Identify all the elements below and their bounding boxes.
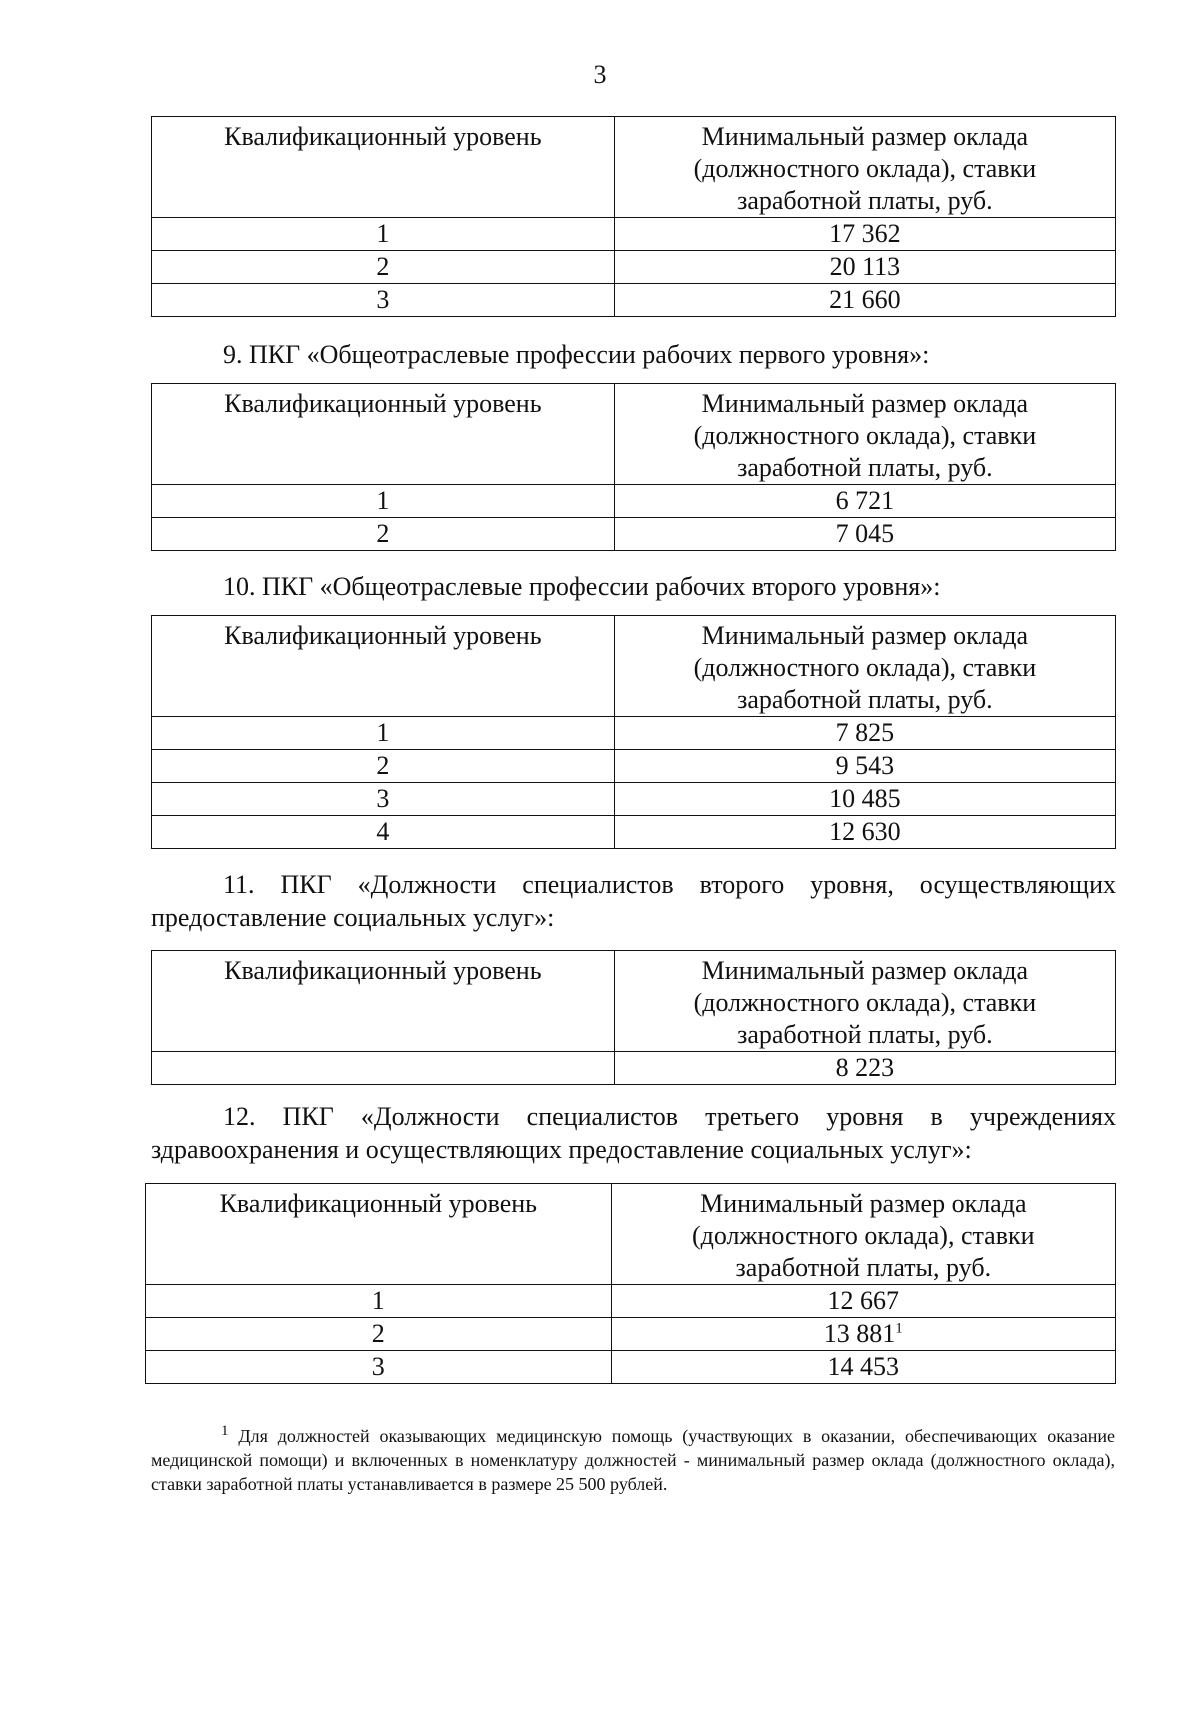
level-cell: 2 [152, 251, 615, 284]
footnote-text: Для должностей оказывающих медицинскую помощь (участвующих в оказании, обеспечивающих оказание медицинской помощи) и включенных в номенклатуру должностей - минимальный размер оклада (должностного оклада), ставки заработной платы устанавливается в размере 25 500 рублей. [151, 1426, 1116, 1494]
salary-value: 13 881 [823, 1319, 896, 1348]
column-header-salary-line-3: заработной платы, руб. [737, 453, 993, 482]
column-header-level: Квалификационный уровень [152, 951, 615, 1052]
footnote-reference: 1 [895, 1320, 903, 1337]
column-header-salary [614, 117, 1115, 218]
table-header-row [152, 384, 1116, 485]
salary-cell: 17 362 [614, 218, 1115, 251]
column-header-salary-line-3: заработной платы, руб. [737, 1020, 993, 1049]
salary-table-section-9 [151, 383, 1116, 551]
section-10-heading-text: 10. ПКГ «Общеотраслевые профессии рабочих второго уровня»: [223, 572, 941, 601]
salary-cell: 7 825 [614, 717, 1115, 750]
column-header-salary [611, 1184, 1115, 1285]
table-row [152, 218, 1116, 251]
column-header-salary-line-2: (должностного оклада), ставки [692, 1221, 1035, 1250]
salary-cell: 9 543 [614, 750, 1115, 783]
table-row [146, 1351, 1116, 1384]
column-header-salary [614, 616, 1115, 717]
column-header-salary [614, 951, 1115, 1052]
salary-cell: 8 223 [614, 1052, 1115, 1085]
table-row [152, 783, 1116, 816]
salary-cell: 10 485 [614, 783, 1115, 816]
column-header-salary-line-2: (должностного оклада), ставки [693, 653, 1037, 682]
table-row [152, 750, 1116, 783]
page-number: 3 [593, 60, 607, 89]
column-header-salary-line-3: заработной платы, руб. [735, 1253, 992, 1282]
salary-cell: 12 667 [611, 1285, 1115, 1318]
salary-cell [611, 1318, 1115, 1351]
salary-cell: 7 045 [614, 518, 1115, 551]
level-cell: 1 [152, 485, 615, 518]
table-row [152, 518, 1116, 551]
section-9-heading-text: 9. ПКГ «Общеотраслевые профессии рабочих первого уровня»: [223, 340, 930, 369]
table-row [152, 717, 1116, 750]
table-header-row [152, 117, 1116, 218]
column-header-level: Квалификационный уровень [152, 616, 615, 717]
table-row [146, 1285, 1116, 1318]
table-row [152, 251, 1116, 284]
table-header-row [152, 951, 1116, 1052]
column-header-level: Квалификационный уровень [152, 384, 615, 485]
table-header-row [146, 1184, 1116, 1285]
section-12-heading [151, 1100, 1116, 1166]
column-header-salary-line-1: Минимальный размер оклада [701, 621, 1029, 650]
salary-cell: 6 721 [614, 485, 1115, 518]
table-header-row [152, 616, 1116, 717]
column-header-salary-line-2: (должностного оклада), ставки [693, 154, 1037, 183]
salary-cell: 14 453 [611, 1351, 1115, 1384]
level-cell: 2 [146, 1318, 612, 1351]
column-header-level: Квалификационный уровень [146, 1184, 612, 1285]
column-header-salary-line-2: (должностного оклада), ставки [693, 421, 1037, 450]
column-header-salary [614, 384, 1115, 485]
level-cell: 3 [152, 783, 615, 816]
column-header-salary-line-3: заработной платы, руб. [737, 186, 993, 215]
salary-table-continued [151, 116, 1116, 317]
table-row [152, 1052, 1116, 1085]
level-cell [152, 1052, 615, 1085]
section-12-heading-text: 12. ПКГ «Должности специалистов третьего уровня в учреждениях здравоохранения и осуществляющих предоставление социальных услуг»: [151, 1102, 1116, 1164]
table-row [152, 485, 1116, 518]
level-cell: 1 [152, 218, 615, 251]
level-cell: 1 [152, 717, 615, 750]
salary-cell: 20 113 [614, 251, 1115, 284]
level-cell: 3 [152, 284, 615, 317]
salary-cell: 21 660 [614, 284, 1115, 317]
salary-cell: 12 630 [614, 816, 1115, 849]
level-cell: 4 [152, 816, 615, 849]
column-header-salary-line-1: Минимальный размер оклада [701, 389, 1029, 418]
section-11-heading [151, 868, 1116, 934]
table-row [146, 1318, 1116, 1351]
footnote-mark: 1 [221, 1423, 229, 1439]
column-header-salary-line-3: заработной платы, руб. [737, 685, 993, 714]
column-header-salary-line-1: Минимальный размер оклада [700, 1189, 1027, 1218]
level-cell: 1 [146, 1285, 612, 1318]
footnote [151, 1424, 1115, 1496]
column-header-salary-line-1: Минимальный размер оклада [701, 956, 1029, 985]
column-header-level: Квалификационный уровень [152, 117, 615, 218]
column-header-salary-line-1: Минимальный размер оклада [701, 122, 1029, 151]
salary-table-section-12 [145, 1183, 1116, 1384]
level-cell: 3 [146, 1351, 612, 1384]
level-cell: 2 [152, 750, 615, 783]
section-9-heading [151, 338, 1116, 371]
salary-table-section-11 [151, 950, 1116, 1085]
salary-table-section-10 [151, 615, 1116, 849]
table-row [152, 284, 1116, 317]
section-11-heading-text: 11. ПКГ «Должности специалистов второго уровня, осуществляющих предоставление социальных услуг»: [151, 870, 1116, 932]
column-header-salary-line-2: (должностного оклада), ставки [693, 988, 1037, 1017]
level-cell: 2 [152, 518, 615, 551]
table-row [152, 816, 1116, 849]
section-10-heading [151, 570, 1116, 603]
